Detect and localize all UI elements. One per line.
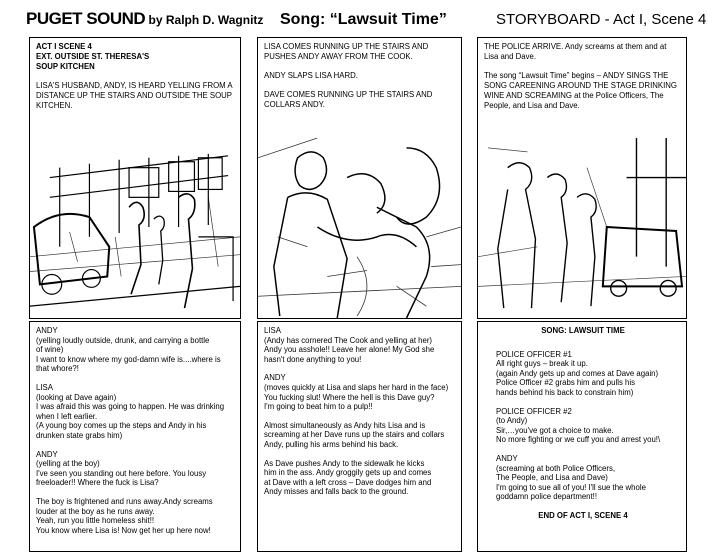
panel-2-text	[264, 42, 457, 119]
panel-3-text	[484, 42, 682, 121]
heading-line: EXT. OUTSIDE ST. THERESA'S	[36, 52, 150, 62]
script-panel-1	[29, 321, 241, 552]
lyric-block	[496, 454, 682, 502]
lyric-block	[496, 350, 682, 398]
script-line: Police Officer #2 grabs him and pulls his	[496, 378, 635, 388]
script-line: POLICE OFFICER #2	[496, 406, 572, 416]
script-line: (to Andy)	[496, 416, 528, 426]
script-line: I've seen you standing out here before. You lousy	[36, 468, 207, 478]
song-lyrics	[484, 350, 682, 502]
dialogue-block	[36, 383, 236, 441]
script-line: (again Andy gets up and comes at Dave again)	[496, 368, 659, 378]
script-line: I want to know where my god-damn wife is....where is	[36, 354, 221, 364]
script-line: that whore?!	[36, 364, 79, 374]
script-line: Sir,…you've got a choice to make.	[496, 425, 614, 435]
script-line: louder at the boy as he runs away.	[36, 506, 155, 516]
lyric-block	[496, 407, 682, 445]
panel-1-sketch	[30, 138, 240, 318]
panel-2-paragraph: LISA COMES RUNNING UP THE STAIRS AND PUSHES ANDY AWAY FROM THE COOK.	[264, 42, 429, 62]
author-credit: by Ralph D. Wagnitz	[145, 13, 264, 27]
script-line: hands behind his back to constrain him)	[496, 387, 634, 397]
panel-1-heading	[36, 42, 236, 72]
storyboard-panel-1	[29, 37, 241, 319]
panel-2-paragraph: ANDY SLAPS LISA HARD.	[264, 71, 358, 81]
script-line: No more fighting or we cuff you and arrest you!\	[496, 435, 661, 445]
script-line: (A young boy comes up the steps and Andy in his	[36, 421, 207, 431]
script-line: The People, and Lisa and Dave)	[496, 473, 608, 483]
dialogue-block	[36, 497, 236, 535]
script-line: screaming at her Dave runs up the stairs and collars	[264, 430, 445, 440]
script-line: All right guys – break it up.	[496, 359, 588, 369]
script-line: goddamn police department!!	[496, 492, 597, 502]
script-line: The boy is frightened and runs away.Andy screams	[36, 496, 213, 506]
script-line: You know where Lisa is! Now get her up here now!	[36, 525, 211, 535]
script-line: (yelling loudly outside, drunk, and carrying a bottle	[36, 335, 210, 345]
script-line: (moves quickly at Lisa and slaps her hard in the face)	[264, 382, 449, 392]
brand-title: PUGET SOUND	[26, 9, 146, 28]
script-line: (screaming at both Police Officers,	[496, 463, 616, 473]
script-line: LISA	[264, 326, 281, 335]
dialogue-block	[264, 326, 457, 364]
script-line: him in the ass. Andy groggily gets up and comes	[264, 468, 432, 478]
storyboard-label: STORYBOARD - Act I, Scene 4	[496, 11, 707, 28]
script-line: I was afraid this was going to happen. He was drinking	[36, 402, 225, 412]
script-line: of wine)	[36, 345, 64, 355]
heading-line: SOUP KITCHEN	[36, 62, 95, 72]
script-panel-2-text	[264, 326, 457, 506]
storyboard-panel-2	[257, 37, 462, 319]
panel-3-paragraph: The song “Lawsuit Time” begins – ANDY SINGS THE SONG CAREENING AROUND THE STAGE DRINKING WINE AND SCREAMING at the Police Officers, The People, and Lisa and Dave.	[484, 71, 677, 111]
script-line: ANDY	[36, 449, 58, 459]
script-line: (yelling at the boy)	[36, 459, 100, 469]
script-line: ANDY	[36, 326, 58, 335]
script-line: at Dave with a left cross – Dave dodges him and	[264, 477, 432, 487]
panel-1-text	[36, 42, 236, 121]
dialogue-block	[264, 459, 457, 497]
dialogue-block	[264, 421, 457, 450]
dialogue-block	[36, 326, 236, 374]
script-line: (Andy has cornered The Cook and yelling at her)	[264, 335, 433, 345]
script-line: POLICE OFFICER #1	[496, 349, 572, 359]
script-line: LISA	[36, 382, 53, 392]
script-line: Andy misses and falls back to the ground.	[264, 487, 409, 497]
script-line: You fucking slut! Where the hell is this Dave guy?	[264, 392, 435, 402]
script-line: Andy you asshole!! Leave her alone! My God she	[264, 345, 435, 355]
panel-1-description: LISA'S HUSBAND, ANDY, IS HEARD YELLING FROM A DISTANCE UP THE STAIRS AND OUTSIDE THE SOUP KITCHEN.	[36, 81, 233, 111]
song-title: Song: “Lawsuit Time”	[280, 11, 447, 28]
scene-end-label: END OF ACT I, SCENE 4	[538, 510, 628, 520]
panel-2-paragraph: DAVE COMES RUNNING UP THE STAIRS AND COLLARS ANDY.	[264, 90, 433, 110]
script-line: As Dave pushes Andy to the sidewalk he kicks	[264, 458, 425, 468]
script-line: ANDY	[264, 373, 286, 383]
script-line: I'm going to sue all of you! I'll sue the whole	[496, 482, 646, 492]
dialogue-block	[36, 450, 236, 488]
script-line: I'm going to beat him to a pulp!!	[264, 402, 373, 412]
script-panel-1-text	[36, 326, 236, 544]
dialogue-block	[264, 373, 457, 411]
script-panel-2	[257, 321, 462, 552]
song-heading: SONG: LAWSUIT TIME	[541, 326, 625, 335]
script-line: (looking at Dave again)	[36, 392, 117, 402]
script-panel-3	[477, 321, 687, 552]
script-line: when I left earlier.	[36, 411, 98, 421]
page-header-title	[26, 9, 263, 29]
script-line: Andy, pulling his arms behind his back.	[264, 439, 399, 449]
storyboard-panel-3	[477, 37, 687, 319]
heading-line: ACT I SCENE 4	[36, 42, 92, 51]
script-line: freeloader!! Where the fuck is Lisa?	[36, 478, 159, 488]
script-line: Yeah, run you little homeless shit!!	[36, 516, 155, 526]
script-line: ANDY	[496, 453, 518, 463]
panel-3-paragraph: THE POLICE ARRIVE. Andy screams at them and at Lisa and Dave.	[484, 42, 667, 62]
script-line: hasn't done anything to you!	[264, 354, 362, 364]
script-panel-3-text	[484, 326, 682, 530]
panel-2-sketch	[258, 138, 461, 318]
script-line: Almost simultaneously as Andy hits Lisa and is	[264, 420, 426, 430]
panel-3-sketch	[478, 138, 686, 318]
script-line: drunken state grabs him)	[36, 430, 123, 440]
